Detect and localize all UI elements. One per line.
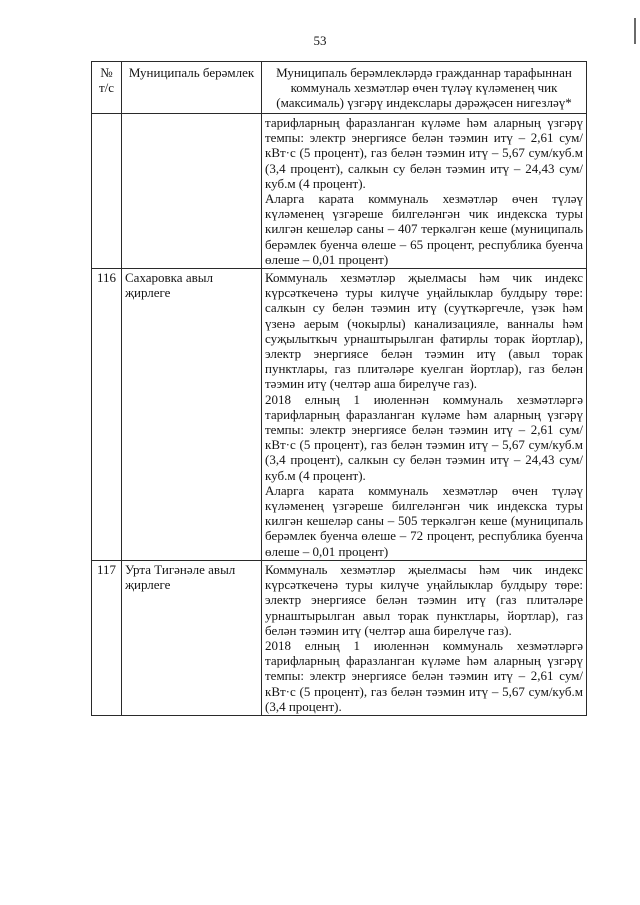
row-paragraph: тарифларның фаразланган күләме һәм аларның үзгәрү темпы: электр энергиясе белән тәэмин итү – 2,61 сум/кВт·с (5 процент), газ белән тәэмин итү – 5,67 сум/куб.м (3,4 процент), салкын су белән тәэмин итү – 24,43 сум/куб.м (4 процент). — [265, 115, 583, 191]
row-municipality: Сахаровка авыл җирлеге — [122, 269, 262, 561]
row-description — [262, 114, 587, 269]
row-description — [262, 560, 587, 715]
row-paragraph: Аларга карата коммуналь хезмәтләр өчен түләү күләменең үзгәреше билгеләнгән чик индекска туры килгән кешеләр саны – 407 теркәлгән кеше (муниципаль берәмлек буенча өлеше – 65 процент, республика буенча өлеше – 0,01 процент) — [265, 191, 583, 267]
header-description: Муниципаль берәмлекләрдә гражданнар тарафыннан коммуналь хезмәтләр өчен түләү күләменең чик (максималь) үзгәрү индекслары дәрәҗәсен нигезләү* — [262, 62, 587, 114]
row-description — [262, 269, 587, 561]
table-header-row — [92, 62, 587, 114]
page-number: 53 — [313, 33, 327, 48]
municipal-index-table — [91, 61, 587, 716]
row-paragraph: Коммуналь хезмәтләр җыелмасы һәм чик индекс күрсәткеченә туры килүче уңайлыклар булдыру төре: электр энергиясе белән тәэмин итү (газ плитәләре урнаштырылган авыл торак пунктлары, йортлар), газ белән тәэмин итү (челтәр аша бирелүче газ). — [265, 561, 583, 638]
row-paragraph: Коммуналь хезмәтләр җыелмасы һәм чик индекс күрсәткеченә туры килүче уңайлыклар булдыру төре: салкын су белән тәэмин итү (суүткәргечле, үзәк һәм үзенә аерым (чокырлы) канализацияле, ванналы һәм суҗылыткыч урнаштырылган фатирлы торак йортлар), электр энергиясе белән тәэмин итү (авыл торак пунктлары, газ плитәләре куелган йортлар), газ белән тәэмин итү (челтәр аша бирелүче газ). — [265, 270, 583, 392]
row-municipality — [122, 114, 262, 269]
header-municipality: Муниципаль берәмлек — [122, 62, 262, 114]
row-number: 117 — [92, 560, 122, 715]
row-municipality: Урта Тигәнәле авыл җирлеге — [122, 560, 262, 715]
row-number — [92, 114, 122, 269]
row-paragraph: 2018 елның 1 июленнән коммуналь хезмәтләргә тарифларның фаразланган күләме һәм аларның үзгәрү темпы: электр энергиясе белән тәэмин итү – 2,61 сум/кВт·с (5 процент), газ белән тәэмин итү – 5,67 сум/куб.м (3,4 процент). — [265, 637, 583, 714]
row-paragraph: Аларга карата коммуналь хезмәтләр өчен түләү күләменең үзгәреше билгеләнгән чик индекска туры килгән кешеләр саны – 505 теркәлгән кеше (муниципаль берәмлек буенча өлеше – 72 процент, республика буенча өлеше – 0,01 процент) — [265, 482, 583, 559]
row-paragraph: 2018 елның 1 июленнән коммуналь хезмәтләргә тарифларның фаразланган күләме һәм аларның үзгәрү темпы: электр энергиясе белән тәэмин итү – 2,61 сум/кВт·с (5 процент), газ белән тәэмин итү – 5,67 сум/куб.м (3,4 процент), салкын су белән тәэмин итү – 24,43 сум/куб.м (4 процент). — [265, 391, 583, 483]
table-row — [92, 114, 587, 269]
header-number: № т/с — [92, 62, 122, 114]
table-row — [92, 560, 587, 715]
row-number: 116 — [92, 269, 122, 561]
table-row — [92, 269, 587, 561]
